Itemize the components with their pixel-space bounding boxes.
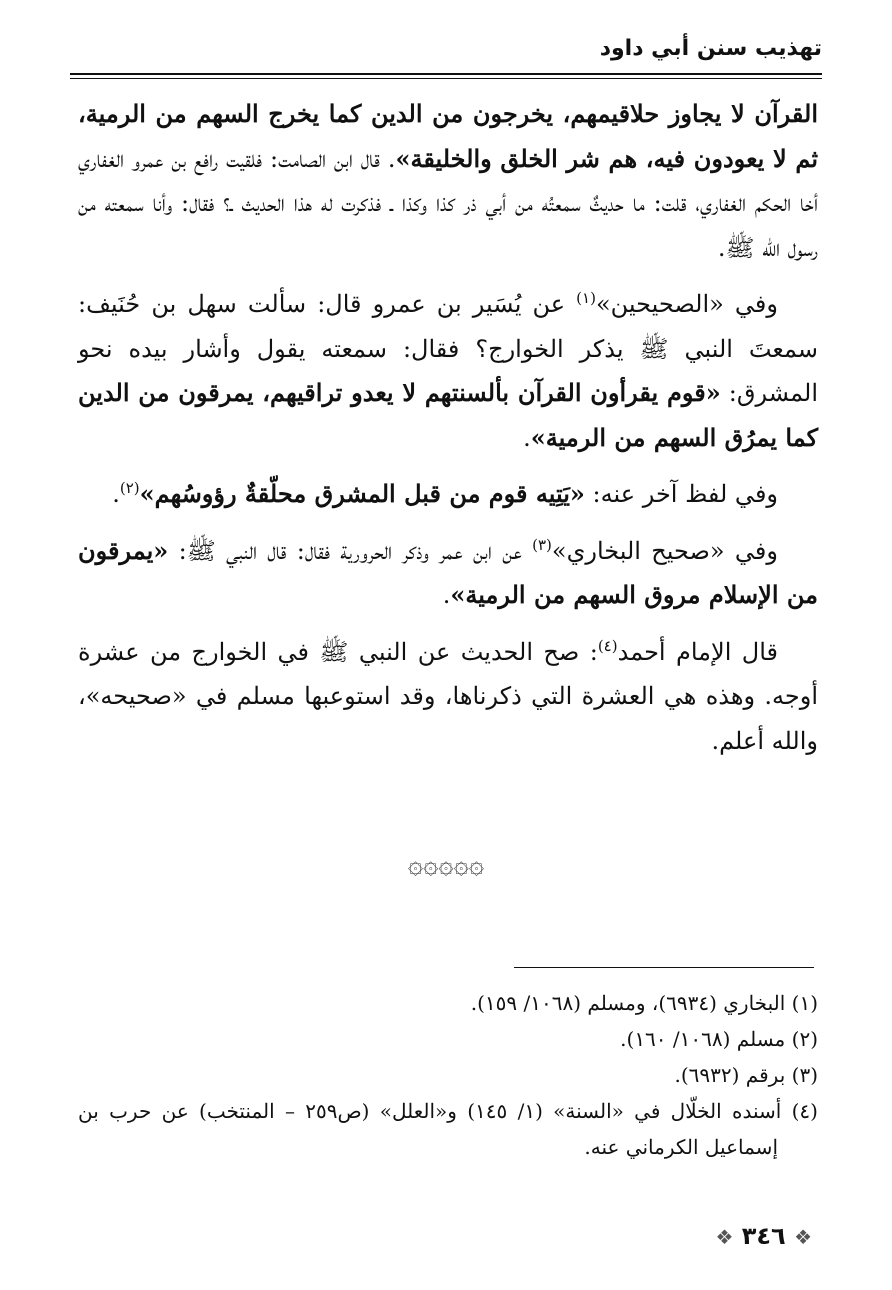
text-run: : صح الحديث عن النبي ﷺ في الخوارج من عشرة أوجه. وهذه هي العشرة التي ذكرناها، وقد استوعبها مسلم في «صحيحه»، والله أعلم. [78, 637, 818, 755]
hadith-quote: «قوم يقرأون القرآن بألسنتهم لا يعدو تراقيهم، يمرقون من الدين كما يمرُق السهم من الرمية» [78, 378, 818, 452]
paragraph [78, 282, 818, 460]
paragraph [78, 92, 818, 270]
book-title: تهذيب سنن أبي داود [599, 36, 822, 61]
hadith-quote: «يمرقون من الإسلام مروق السهم من الرمية» [78, 535, 818, 609]
page-number-value: ٣٤٦ [741, 1222, 786, 1250]
footnote: (٣) برقم (٦٩٣٢). [674, 1063, 818, 1087]
footnote-ref: (١) [576, 289, 596, 307]
header-rule-thin [70, 78, 822, 79]
footnote: (٢) مسلم (١٠٦٨/ ١٦٠). [620, 1027, 818, 1051]
footnote-ref: (٣) [532, 535, 552, 554]
page-number [715, 1222, 812, 1250]
main-text [78, 92, 818, 775]
paragraph [78, 630, 818, 764]
paragraph [78, 529, 818, 618]
running-header [70, 36, 822, 72]
footnotes [78, 985, 818, 1165]
footnote-ref: (٤) [597, 636, 618, 655]
ornament-icon: ❖ [794, 1225, 812, 1249]
text-run: . [523, 423, 531, 452]
section-ornament: ۞۞۞۞۞ [407, 850, 485, 880]
text-run: وفي «الصحيحين» [595, 290, 778, 318]
footnote: (١) البخاري (٦٩٣٤)، ومسلم (١٠٦٨/ ١٥٩). [470, 991, 818, 1015]
text-run: قال الإمام أحمد [617, 637, 778, 666]
text-run: . [442, 581, 451, 609]
text-run: . قال ابن الصامت: فلقيت رافع بن عمرو الغفاري أخا الحكم الغفاري، قلت: ما حديثٌ سمعتُه من أبي ذر كذا وكذا ـ فذكرت له هذا الحديث ـ؟ فقال: وأنا سمعته من رسول الله ﷺ. [78, 144, 818, 262]
footnote: (٤) أسنده الخلّال في «السنة» (١/ ١٤٥) و«العلل» (ص٢٥٩ – المنتخب) عن حرب بن إسماعيل الكرماني عنه. [78, 1099, 818, 1159]
header-rule-thick [70, 73, 822, 75]
text-run: . [112, 480, 120, 508]
footnote-ref: (٢) [119, 479, 140, 497]
hadith-quote: القرآن لا يجاوز حلاقيمهم، يخرجون من الدين كما يخرج السهم من الرمية، ثم لا يعودون فيه، هم شر الخلق والخليقة» [78, 99, 819, 173]
ornament-icon: ❖ [715, 1225, 734, 1249]
text-run: وفي لفظ آخر عنه: [584, 480, 778, 508]
hadith-quote: «يَتِيه قوم من قبل المشرق محلّقةٌ رؤوسُهم» [139, 479, 585, 508]
text-run: وفي «صحيح البخاري» [551, 536, 778, 565]
text-run: عن يُسَير بن عمرو قال: سألت سهل بن حُنَيف: سمعتَ النبي ﷺ يذكر الخوارج؟ فقال: سمعته يقول وأشار بيده نحو المشرق: [78, 290, 818, 407]
footnote-separator [514, 967, 814, 968]
text-run: عن ابن عمر وذكر الحرورية فقال: قال النبي ﷺ: [168, 536, 533, 565]
paragraph [78, 472, 818, 517]
